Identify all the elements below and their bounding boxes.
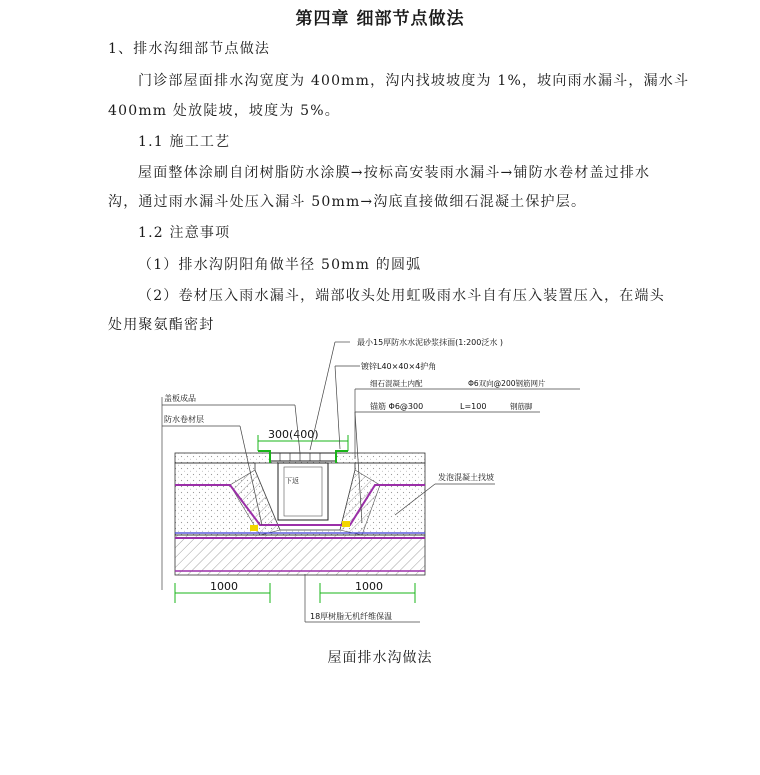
chapter-title: 第四章 细部节点做法	[295, 9, 465, 29]
label-bottom: 18厚树脂无机纤维保温	[310, 612, 393, 621]
para1-line1: 门诊部屋面排水沟宽度为 400mm，沟内找坡坡度为 1%，坡向雨水漏斗，漏水斗	[138, 73, 690, 89]
label-anchor-foot: 钢筋脚	[510, 402, 533, 411]
gutter-detail-drawing	[150, 335, 620, 635]
label-mesh: Φ6双向@200钢筋网片	[468, 379, 546, 388]
label-length: L=100	[460, 402, 487, 411]
drain-note: 下返	[285, 477, 299, 485]
label-top: 最小15厚防水水泥砂浆抹面(1:200泛水 )	[357, 338, 504, 347]
label-concrete: 细石混凝土内配	[370, 379, 423, 388]
note2-line2: 处用聚氨酯密封	[108, 317, 215, 333]
para2-line1: 屋面整体涂刷自闭树脂防水涂膜→按标高安装雨水漏斗→铺防水卷材盖过排水	[138, 165, 651, 181]
para2-line2: 沟，通过雨水漏斗处压入漏斗 50mm→沟底直接做细石混凝土保护层。	[108, 194, 587, 210]
label-left1: 盖板成品	[164, 394, 196, 403]
sub11-heading: 1.1 施工工艺	[138, 134, 231, 150]
drain-box	[278, 463, 328, 520]
anchor-marker-right	[342, 521, 350, 527]
label-right: 发泡混凝土找坡	[438, 473, 494, 482]
para1-line2: 400mm 处放陡坡，坡度为 5%。	[108, 103, 340, 119]
section1-heading: 1、排水沟细部节点做法	[108, 41, 271, 57]
sub12-heading: 1.2 注意事项	[138, 225, 231, 241]
dim-right: 1000	[355, 580, 383, 593]
label-left2: 防水卷材层	[164, 415, 204, 424]
label-anchor: 锚筋 Φ6@300	[370, 402, 424, 411]
structural-slab	[175, 535, 425, 575]
figure-caption: 屋面排水沟做法	[327, 650, 433, 666]
label-angle: 镀锌L40×40×4护角	[361, 362, 437, 371]
anchor-marker-left	[250, 525, 258, 531]
dim-left: 1000	[210, 580, 238, 593]
dim-width: 300(400)	[268, 428, 319, 441]
note2-line1: （2）卷材压入雨水漏斗，端部收头处用虹吸雨水斗自有压入装置压入，在端头	[138, 288, 665, 304]
note1: （1）排水沟阴阳角做半径 50mm 的圆弧	[138, 257, 422, 273]
